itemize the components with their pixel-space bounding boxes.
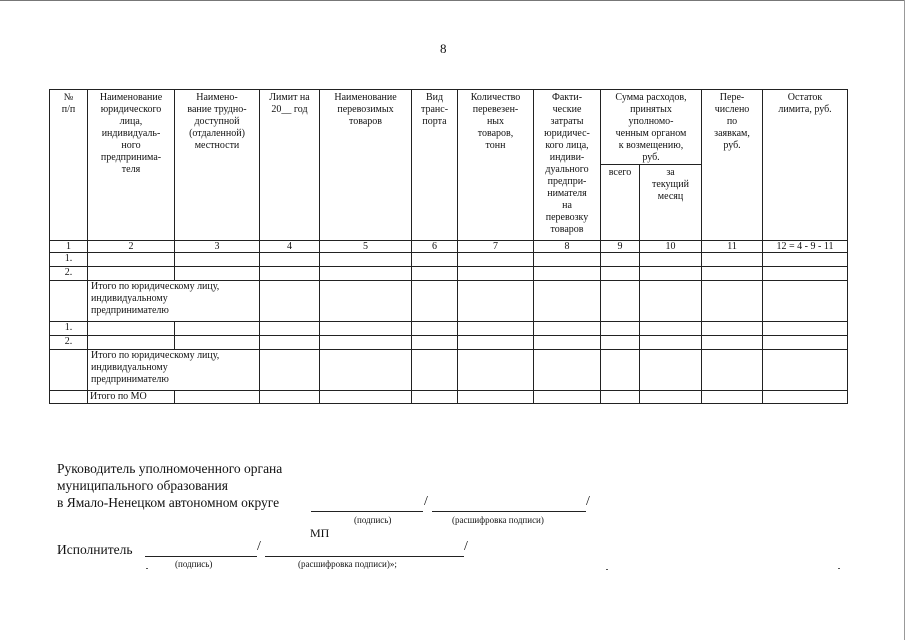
executor-caption-signature: (подпись) [175,559,213,569]
header-cell-entity-name: Наименование юридического лица, индивидуаль- ного предпринима- теля [88,90,175,241]
seal-mark: МП [310,526,330,540]
column-number: 9 [601,241,640,253]
column-number: 10 [640,241,702,253]
header-cell-current-month: за текущий месяц [640,165,702,241]
separator-slash: / [257,539,261,554]
scan-speck [146,568,148,569]
header-cell-goods: Наименование перевозимых товаров [320,90,412,241]
table-row [50,336,848,350]
header-cell-quantity: Количество перевезен- ных товаров, тонн [458,90,534,241]
row-number: 1. [50,253,88,267]
separator-slash: / [424,494,428,509]
head-decoding-line [432,511,586,512]
head-caption-decoding: (расшифровка подписи) [452,515,544,525]
executor-caption-decoding: (расшифровка подписи)»; [298,559,397,569]
subtotal-row [50,350,848,391]
header-cell-locality: Наимено- вание трудно- доступной (отдаленной) местности [175,90,260,241]
subtotal-label: Итого по юридическому лицу, индивидуальному предпринимателю [88,350,260,391]
separator-slash: / [464,539,468,554]
column-number: 6 [412,241,458,253]
executor-decoding-line [265,556,464,557]
column-number: 8 [534,241,601,253]
subtotal-row [50,281,848,322]
table-row [50,322,848,336]
column-numbers-row [50,241,848,253]
header-cell-transferred: Пере- числено по заявкам, руб. [702,90,763,241]
header-cell-total: всего [601,165,640,241]
header-cell-number: № п/п [50,90,88,241]
table-row [50,253,848,267]
column-number: 7 [458,241,534,253]
subtotal-label: Итого по юридическому лицу, индивидуальному предпринимателю [88,281,260,322]
scan-speck [606,569,608,570]
head-line-1: Руководитель уполномоченного органа [57,461,283,476]
header-cell-limit: Лимит на 20__ год [260,90,320,241]
total-row [50,391,848,404]
row-number: 1. [50,322,88,336]
header-cell-actual-costs: Факти- ческие затраты юридичес- кого лица, индиви- дуального предпри- нимателя на перевозку товаров [534,90,601,241]
column-number: 4 [260,241,320,253]
head-caption-signature: (подпись) [354,515,392,525]
executor-signature-line [145,556,257,557]
column-number: 5 [320,241,412,253]
column-number: 11 [702,241,763,253]
report-table [49,89,848,404]
table-row [50,267,848,281]
column-number: 12 = 4 - 9 - 11 [763,241,848,253]
separator-slash: / [586,494,590,509]
header-cell-expenses-group: Сумма расходов, принятых уполномо- ченным органом к возмещению, руб. [601,90,702,165]
executor-label: Исполнитель [57,542,133,557]
head-signature-line [311,511,423,512]
table-header-row [50,90,848,165]
column-number: 2 [88,241,175,253]
head-line-3: в Ямало-Ненецком автономном округе [57,495,280,510]
page-top-border [0,0,905,1]
head-line-2: муниципального образования [57,478,228,493]
scan-speck [838,568,840,569]
total-label: Итого по МО [88,391,175,404]
row-number: 2. [50,336,88,350]
header-cell-transport: Вид транс- порта [412,90,458,241]
header-cell-limit-balance: Остаток лимита, руб. [763,90,848,241]
page-number: 8 [440,41,447,56]
column-number: 1 [50,241,88,253]
row-number: 2. [50,267,88,281]
column-number: 3 [175,241,260,253]
